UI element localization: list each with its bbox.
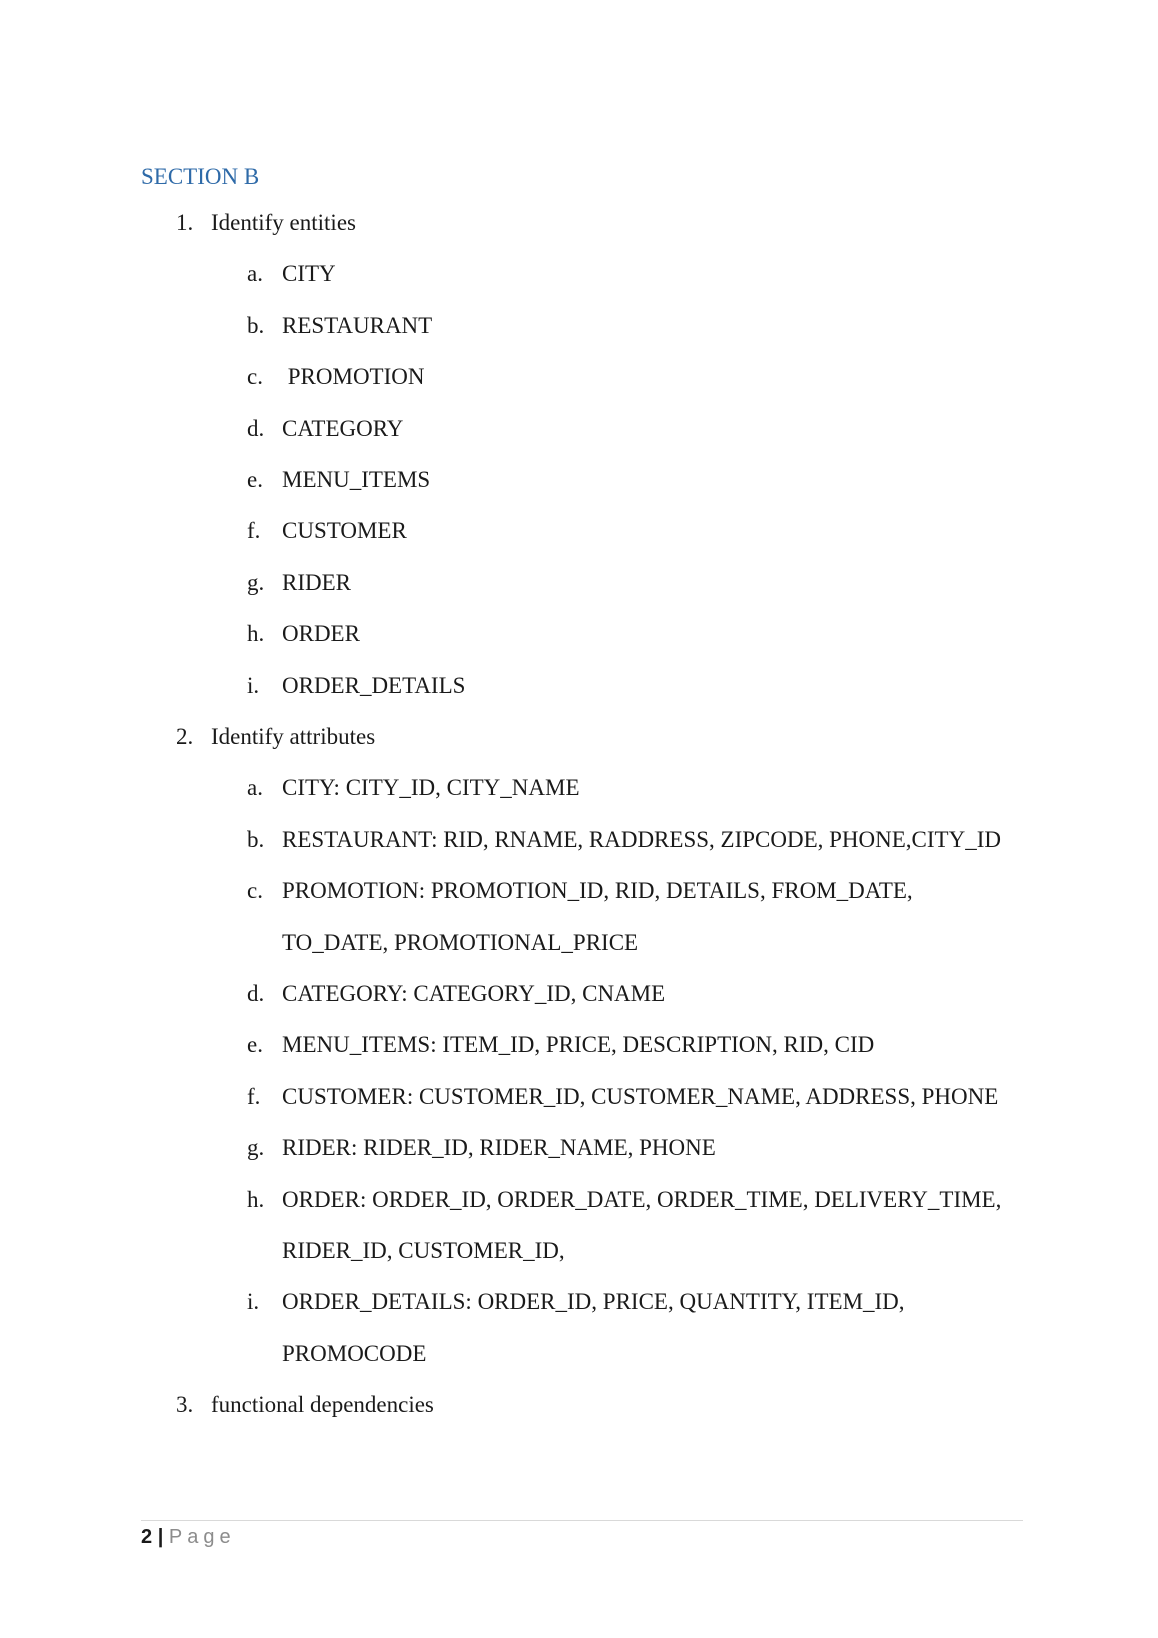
sub-item-letter: b.	[247, 827, 265, 852]
list-item-text: functional dependencies	[211, 1392, 434, 1417]
sub-item-letter: e.	[247, 467, 263, 492]
footer-divider	[141, 1520, 1023, 1521]
sub-item-letter: e.	[247, 1032, 263, 1057]
sub-item-text: RIDER_ID, CUSTOMER_ID,	[282, 1238, 565, 1263]
sub-item-letter: d.	[247, 981, 265, 1006]
footer-separator: |	[157, 1526, 164, 1548]
section-heading: SECTION B	[141, 164, 260, 189]
sub-item-letter: g.	[247, 1135, 265, 1160]
sub-item-text: ORDER_DETAILS: ORDER_ID, PRICE, QUANTITY, ITEM_ID,	[282, 1289, 905, 1314]
list-item-text: Identify attributes	[211, 724, 376, 749]
sub-item-text: CUSTOMER	[282, 518, 407, 543]
sub-item-letter: i.	[247, 1289, 260, 1314]
sub-item-letter: a.	[247, 775, 263, 800]
sub-item-letter: h.	[247, 1187, 265, 1212]
sub-item-letter: i.	[247, 673, 260, 698]
sub-item-letter: c.	[247, 878, 263, 903]
list-item-number: 2.	[176, 724, 194, 749]
sub-item-text: RIDER: RIDER_ID, RIDER_NAME, PHONE	[282, 1135, 716, 1160]
sub-item-text: CITY	[282, 261, 336, 286]
sub-item-letter: f.	[247, 518, 261, 543]
sub-item-letter: h.	[247, 621, 265, 646]
sub-item-text: RIDER	[282, 570, 351, 595]
sub-item-letter: b.	[247, 313, 265, 338]
sub-item-text: ORDER	[282, 621, 360, 646]
sub-item-text: TO_DATE, PROMOTIONAL_PRICE	[282, 930, 639, 955]
page-label: Page	[168, 1526, 236, 1548]
sub-item-text: ORDER: ORDER_ID, ORDER_DATE, ORDER_TIME, DELIVERY_TIME,	[282, 1187, 1002, 1212]
sub-item-text: CITY: CITY_ID, CITY_NAME	[282, 775, 580, 800]
sub-item-letter: g.	[247, 570, 265, 595]
sub-item-text: CUSTOMER: CUSTOMER_ID, CUSTOMER_NAME, ADDRESS, PHONE	[282, 1084, 999, 1109]
sub-item-text: ORDER_DETAILS	[282, 673, 466, 698]
page-number: 2	[141, 1526, 153, 1548]
sub-item-letter: f.	[247, 1084, 261, 1109]
sub-item-text: MENU_ITEMS	[282, 467, 431, 492]
page-footer	[141, 1525, 236, 1549]
list-item-text: Identify entities	[211, 210, 356, 235]
sub-item-text: CATEGORY	[282, 416, 404, 441]
sub-item-text: PROMOCODE	[282, 1341, 427, 1366]
sub-item-text: RESTAURANT: RID, RNAME, RADDRESS, ZIPCODE, PHONE,CITY_ID	[282, 827, 1001, 852]
sub-item-text: PROMOTION: PROMOTION_ID, RID, DETAILS, FROM_DATE,	[282, 878, 913, 903]
list-item-number: 1.	[176, 210, 194, 235]
sub-item-text: CATEGORY: CATEGORY_ID, CNAME	[282, 981, 666, 1006]
sub-item-text: RESTAURANT	[282, 313, 433, 338]
sub-item-letter: c.	[247, 364, 263, 389]
list-item-number: 3.	[176, 1392, 194, 1417]
sub-item-letter: d.	[247, 416, 265, 441]
sub-item-text: PROMOTION	[282, 364, 425, 389]
sub-item-text: MENU_ITEMS: ITEM_ID, PRICE, DESCRIPTION, RID, CID	[282, 1032, 875, 1057]
sub-item-letter: a.	[247, 261, 263, 286]
